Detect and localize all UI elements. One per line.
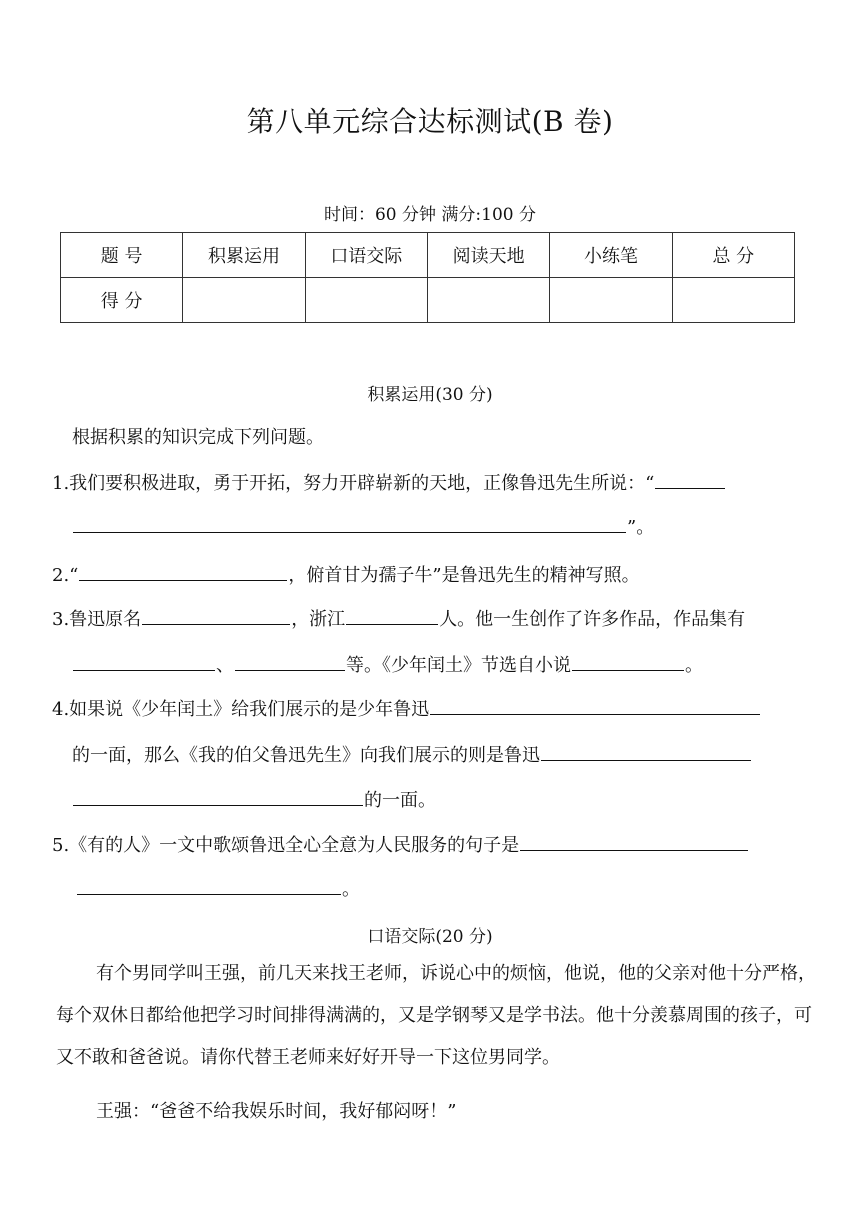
table-header-cell: 小练笔	[550, 233, 672, 278]
answer-blank[interactable]	[77, 876, 341, 895]
question-text: 人。他一生创作了许多作品，作品集有	[439, 609, 746, 630]
question-text: ”。	[627, 517, 655, 538]
question-text: 3.鲁迅原名	[52, 609, 142, 630]
table-header-cell: 口语交际	[305, 233, 427, 278]
score-table	[60, 232, 795, 323]
oral-communication-passage: 有个男同学叫王强，前几天来找王老师，诉说心中的烦恼，他说，他的父亲对他十分严格，每个双休日都给他把学习时间排得满满的，又是学钢琴又是学书法。他十分羡慕周围的孩子，可又不敢和爸爸说。请你代替王老师来好好开导一下这位男同学。	[56, 963, 816, 1068]
section-intro: 根据积累的知识完成下列问题。	[72, 427, 324, 448]
answer-blank[interactable]	[572, 652, 684, 671]
question-4-continued-2	[72, 787, 436, 813]
answer-blank[interactable]	[73, 787, 363, 806]
section-title-oral-communication: 口语交际(20 分)	[367, 927, 493, 947]
question-3	[52, 606, 745, 632]
table-header-cell: 积累运用	[183, 233, 305, 278]
section-title-accumulation: 积累运用(30 分)	[367, 385, 493, 405]
question-5-continued	[76, 876, 360, 902]
answer-blank[interactable]	[655, 470, 725, 489]
question-text: 1.我们要积极进取，勇于开拓，努力开辟崭新的天地，正像鲁迅先生所说：“	[52, 473, 655, 494]
score-table-header-row	[61, 233, 795, 278]
question-text: 。	[342, 879, 360, 900]
score-cell[interactable]	[550, 278, 672, 323]
table-row-label: 得 分	[61, 278, 183, 323]
question-3-continued	[72, 652, 703, 678]
question-4	[52, 696, 761, 722]
score-table-score-row	[61, 278, 795, 323]
question-1-continued	[72, 514, 654, 540]
answer-blank[interactable]	[142, 606, 290, 625]
answer-blank[interactable]	[346, 606, 438, 625]
question-2	[52, 562, 640, 588]
score-cell[interactable]	[305, 278, 427, 323]
answer-blank[interactable]	[235, 652, 345, 671]
question-text: 2.“	[52, 565, 79, 586]
table-header-cell: 阅读天地	[427, 233, 549, 278]
answer-blank[interactable]	[73, 652, 215, 671]
score-cell[interactable]	[427, 278, 549, 323]
question-text: 的一面，那么《我的伯父鲁迅先生》向我们展示的则是鲁迅	[72, 745, 540, 766]
question-1	[52, 470, 726, 496]
table-header-cell: 题 号	[61, 233, 183, 278]
question-text: 5.《有的人》一文中歌颂鲁迅全心全意为人民服务的句子是	[52, 835, 520, 856]
score-cell[interactable]	[183, 278, 305, 323]
question-text: 。	[685, 655, 703, 676]
exam-time-score: 时间：60 分钟 满分:100 分	[323, 205, 537, 225]
answer-blank[interactable]	[520, 832, 748, 851]
question-4-continued	[72, 742, 752, 768]
question-text: 的一面。	[364, 790, 436, 811]
dialogue-quote: 王强：“爸爸不给我娱乐时间，我好郁闷呀！”	[96, 1101, 457, 1122]
answer-blank[interactable]	[430, 696, 760, 715]
question-5	[52, 832, 749, 858]
question-text: 等。《少年闰土》节选自小说	[346, 655, 571, 676]
page-title: 第八单元综合达标测试(B 卷)	[246, 105, 614, 138]
question-text: ，俯首甘为孺子牛”是鲁迅先生的精神写照。	[288, 565, 640, 586]
answer-blank[interactable]	[79, 562, 287, 581]
answer-blank[interactable]	[541, 742, 751, 761]
question-text: ，浙江	[291, 609, 346, 630]
answer-blank[interactable]	[73, 514, 626, 533]
table-header-cell: 总 分	[672, 233, 794, 278]
score-cell[interactable]	[672, 278, 794, 323]
question-text: 、	[216, 655, 234, 676]
question-text: 4.如果说《少年闰土》给我们展示的是少年鲁迅	[52, 699, 430, 720]
